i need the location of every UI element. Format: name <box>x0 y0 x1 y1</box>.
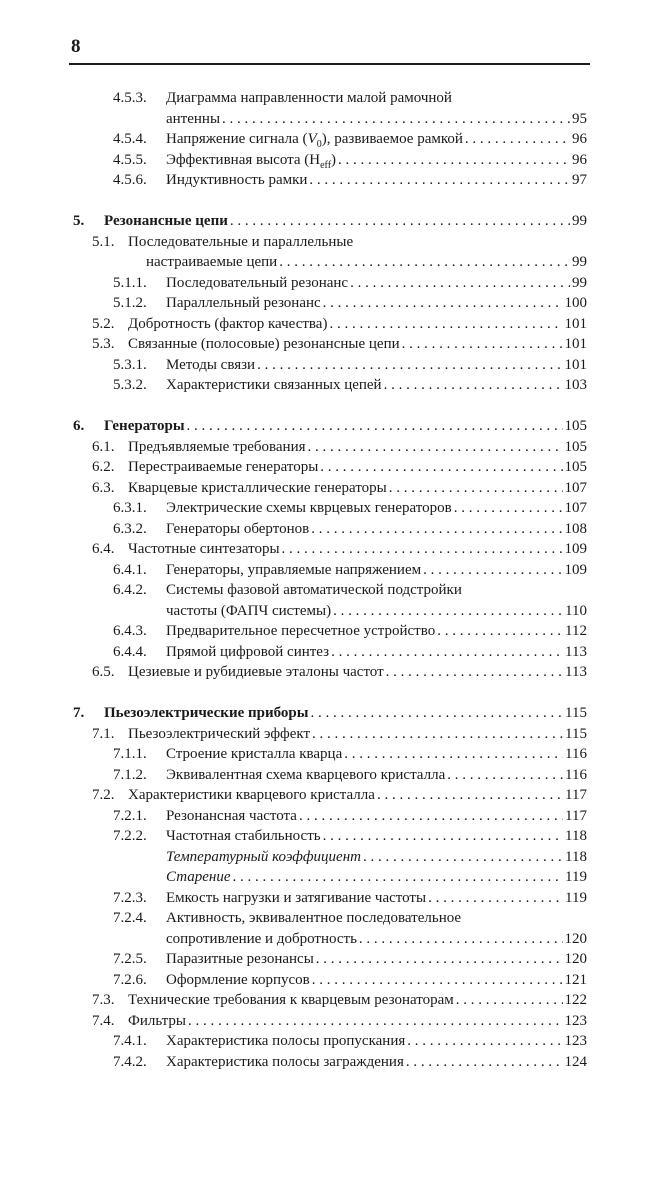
leader-dots <box>320 457 562 478</box>
entry-title: Индуктивность рамки <box>166 172 308 188</box>
toc-entry-5 <box>0 211 587 232</box>
leader-dots <box>299 806 563 827</box>
leader-dots <box>437 621 563 642</box>
entry-number: 7.1.1. <box>113 746 147 762</box>
entry-page: 95 <box>572 110 587 127</box>
leader-dots <box>428 888 563 909</box>
entry-title: Предъявляемые требования <box>128 438 306 455</box>
toc-entry-7-2-4 <box>0 908 587 929</box>
leader-dots <box>282 539 563 560</box>
toc-entry-7-2-2-aging <box>0 867 587 888</box>
leader-dots <box>389 478 563 499</box>
entry-number: 6. <box>73 418 85 434</box>
toc-entry-6-4-1 <box>0 560 587 581</box>
entry-title: частоты (ФАПЧ системы) <box>166 602 332 619</box>
entry-title: Добротность (фактор качества) <box>128 315 328 332</box>
entry-page: 117 <box>565 807 587 824</box>
toc-entry-6-2 <box>0 457 587 478</box>
leader-dots <box>377 785 563 806</box>
leader-dots <box>233 867 564 888</box>
toc-entry-7-2-2 <box>0 826 587 847</box>
page-number: 8 <box>71 36 81 57</box>
entry-number: 7.1.2. <box>113 766 147 783</box>
entry-page: 107 <box>564 500 587 516</box>
entry-title: Технические требования к кварцевым резонаторам <box>128 992 454 1008</box>
entry-title: Строение кристалла кварца <box>166 746 343 762</box>
entry-number: 5.3.1. <box>113 356 147 373</box>
entry-number: 7.1. <box>92 725 115 742</box>
entry-number: 5.2. <box>92 315 115 332</box>
leader-dots <box>333 601 563 622</box>
entry-title: Диаграмма направленности малой рамочной <box>166 90 452 106</box>
entry-number: 7.2.3. <box>113 889 147 906</box>
toc-entry-5-1 <box>0 232 587 253</box>
entry-title: Частотная стабильность <box>166 828 321 844</box>
toc-entry-6-4-4 <box>0 642 587 663</box>
entry-page: 116 <box>565 746 587 762</box>
entry-number: 7.2.2. <box>113 828 147 844</box>
entry-title: Кварцевые кристаллические генераторы <box>128 479 387 496</box>
entry-title: настраиваемые цепи <box>146 254 278 270</box>
leader-dots <box>257 355 562 376</box>
entry-title: Резонансные цепи <box>104 213 228 229</box>
toc-entry-7 <box>0 703 587 724</box>
entry-title: Последовательные и параллельные <box>128 233 354 250</box>
entry-title: Напряжение сигнала $(V_0)$, развиваемое рамкой <box>166 131 463 150</box>
entry-title: Пьезоэлектрический эффект <box>128 725 311 742</box>
toc-entry-6-3-1 <box>0 498 587 519</box>
entry-page: 99 <box>572 274 587 291</box>
toc-entry-6-5 <box>0 662 587 683</box>
entry-title: Характеристика полосы заграждения <box>166 1053 404 1070</box>
toc-entry-5-1-2 <box>0 293 587 314</box>
leader-dots <box>454 498 563 519</box>
entry-title: Температурный коэффициент <box>166 848 361 865</box>
entry-page: 101 <box>564 336 587 352</box>
leader-dots <box>402 334 563 355</box>
entry-number: 6.4.2. <box>113 582 147 598</box>
entry-page: 99 <box>572 213 587 229</box>
entry-title: Цезиевые и рубидиевые эталоны частот <box>128 664 384 680</box>
entry-title: Характеристики связанных цепей <box>166 377 382 393</box>
entry-page: 105 <box>564 418 587 434</box>
table-of-contents <box>0 88 650 1072</box>
entry-number: 5. <box>73 213 85 229</box>
entry-page: 119 <box>565 889 587 906</box>
leader-dots <box>465 129 570 150</box>
toc-entry-6-4-2 <box>0 580 587 601</box>
entry-number: 6.3. <box>92 479 115 496</box>
entry-number: 5.3. <box>92 336 115 352</box>
toc-entry-7-3 <box>0 990 587 1011</box>
leader-dots <box>359 929 563 950</box>
entry-title: Старение <box>166 869 231 885</box>
entry-number: 6.3.2. <box>113 520 147 537</box>
entry-page: 99 <box>572 254 587 270</box>
leader-dots <box>329 314 562 335</box>
entry-page: 109 <box>564 541 587 557</box>
leader-dots <box>456 990 563 1011</box>
entry-page: 113 <box>565 664 587 680</box>
entry-title: Перестраиваемые генераторы <box>128 459 319 475</box>
entry-number: 5.1.2. <box>113 295 147 311</box>
entry-title: Предварительное пересчетное устройство <box>166 623 436 639</box>
entry-title: Фильтры <box>128 1012 186 1029</box>
entry-page: 123 <box>564 1033 587 1049</box>
entry-page: 124 <box>564 1053 587 1070</box>
leader-dots <box>308 437 563 458</box>
entry-number: 4.5.3. <box>113 90 147 106</box>
entry-page: 103 <box>564 377 587 393</box>
entry-page: 96 <box>572 151 587 168</box>
toc-entry-4-5-5 <box>0 150 587 171</box>
toc-entry-4-5-3 <box>0 88 587 109</box>
leader-dots <box>323 293 563 314</box>
entry-title: Оформление корпусов <box>166 971 310 988</box>
toc-entry-6-4-2-cont <box>0 601 587 622</box>
toc-entry-7-2-5 <box>0 949 587 970</box>
entry-number: 7.2.4. <box>113 910 147 926</box>
entry-title: Методы связи <box>166 356 256 373</box>
leader-dots <box>386 662 563 683</box>
entry-page: 113 <box>565 643 587 660</box>
entry-page: 118 <box>565 848 587 865</box>
entry-number: 6.5. <box>92 664 115 680</box>
entry-title: Эквивалентная схема кварцевого кристалла <box>166 766 446 783</box>
leader-dots <box>310 703 563 724</box>
entry-page: 115 <box>565 705 587 721</box>
entry-page: 119 <box>565 869 587 885</box>
toc-entry-7-4 <box>0 1011 587 1032</box>
entry-page: 115 <box>565 725 587 742</box>
leader-dots <box>312 970 563 991</box>
leader-dots <box>222 109 570 130</box>
entry-number: 7.4. <box>92 1012 115 1029</box>
leader-dots <box>309 170 570 191</box>
entry-number: 7. <box>73 705 85 721</box>
entry-title: Прямой цифровой синтез <box>166 643 330 660</box>
entry-number: 6.2. <box>92 459 115 475</box>
entry-number: 6.4.3. <box>113 623 147 639</box>
toc-entry-7-1-2 <box>0 765 587 786</box>
entry-number: 6.1. <box>92 438 115 455</box>
leader-dots <box>323 826 563 847</box>
leader-dots <box>188 1011 563 1032</box>
entry-title: Последовательный резонанс <box>166 274 349 291</box>
entry-number: 7.2.1. <box>113 807 147 824</box>
entry-number: 6.4. <box>92 541 115 557</box>
leader-dots <box>406 1052 563 1073</box>
entry-number: 4.5.6. <box>113 172 147 188</box>
entry-number: 6.4.4. <box>113 643 147 660</box>
toc-entry-4-5-6 <box>0 170 587 191</box>
entry-page: 97 <box>572 172 587 188</box>
leader-dots <box>407 1031 562 1052</box>
entry-page: 101 <box>564 356 587 373</box>
leader-dots <box>279 252 570 273</box>
leader-dots <box>312 724 563 745</box>
entry-page: 105 <box>564 438 587 455</box>
entry-number: 4.5.5. <box>113 151 147 168</box>
entry-title: Емкость нагрузки и затягивание частоты <box>166 889 427 906</box>
entry-page: 116 <box>565 766 587 783</box>
toc-entry-7-2-1 <box>0 806 587 827</box>
toc-entry-4-5-3-cont <box>0 109 587 130</box>
entry-page: 107 <box>564 479 587 496</box>
entry-page: 122 <box>564 992 587 1008</box>
entry-page: 96 <box>572 131 587 147</box>
toc-entry-5-1-1 <box>0 273 587 294</box>
entry-number: 7.2.6. <box>113 971 147 988</box>
entry-number: 5.3.2. <box>113 377 147 393</box>
leader-dots <box>363 847 563 868</box>
entry-page: 118 <box>565 828 587 844</box>
entry-title: Резонансная частота <box>166 807 297 824</box>
leader-dots <box>338 150 570 171</box>
toc-entry-7-2-6 <box>0 970 587 991</box>
toc-entry-4-5-4 <box>0 129 587 150</box>
leader-dots <box>447 765 563 786</box>
toc-entry-5-2 <box>0 314 587 335</box>
leader-dots <box>187 416 563 437</box>
toc-entry-6 <box>0 416 587 437</box>
leader-dots <box>331 642 563 663</box>
entry-number: 5.1. <box>92 233 115 250</box>
toc-entry-7-4-1 <box>0 1031 587 1052</box>
leader-dots <box>344 744 563 765</box>
entry-title: Паразитные резонансы <box>166 951 314 967</box>
entry-number: 7.2. <box>92 787 115 803</box>
entry-title: Частотные синтезаторы <box>128 541 280 557</box>
entry-page: 108 <box>564 520 587 537</box>
entry-page: 120 <box>564 951 587 967</box>
leader-dots <box>350 273 570 294</box>
entry-page: 110 <box>565 602 587 619</box>
toc-entry-5-3-2 <box>0 375 587 396</box>
entry-page: 123 <box>564 1012 587 1029</box>
entry-number: 5.1.1. <box>113 274 147 291</box>
entry-title: Характеристика полосы пропускания <box>166 1033 406 1049</box>
entry-number: 7.2.5. <box>113 951 147 967</box>
entry-title: антенны <box>166 110 221 127</box>
entry-page: 100 <box>564 295 587 311</box>
entry-number: 7.3. <box>92 992 115 1008</box>
entry-page: 112 <box>565 623 587 639</box>
leader-dots <box>316 949 563 970</box>
entry-page: 101 <box>564 315 587 332</box>
toc-entry-7-1-1 <box>0 744 587 765</box>
entry-page: 120 <box>564 930 587 947</box>
toc-entry-7-2-2-temp <box>0 847 587 868</box>
entry-number: 6.4.1. <box>113 561 147 578</box>
toc-entry-7-2 <box>0 785 587 806</box>
entry-title: Характеристики кварцевого кристалла <box>128 787 375 803</box>
entry-title: Электрические схемы кврцевых генераторов <box>166 500 452 516</box>
entry-title: Связанные (полосовые) резонансные цепи <box>128 336 400 352</box>
toc-entry-5-3-1 <box>0 355 587 376</box>
entry-number: 7.4.1. <box>113 1033 147 1049</box>
toc-entry-5-3 <box>0 334 587 355</box>
toc-entry-7-2-3 <box>0 888 587 909</box>
toc-entry-5-1-cont <box>0 252 587 273</box>
entry-title: Генераторы, управляемые напряжением <box>166 561 422 578</box>
leader-dots <box>311 519 562 540</box>
entry-title: Параллельный резонанс <box>166 295 321 311</box>
entry-title: Пьезоэлектрические приборы <box>104 705 309 721</box>
toc-entry-7-4-2 <box>0 1052 587 1073</box>
toc-entry-6-1 <box>0 437 587 458</box>
entry-title: сопротивление и добротность <box>166 930 357 947</box>
leader-dots <box>384 375 563 396</box>
toc-entry-6-3 <box>0 478 587 499</box>
header-rule <box>69 63 590 65</box>
toc-entry-6-4-3 <box>0 621 587 642</box>
toc-entry-6-3-2 <box>0 519 587 540</box>
entry-title: Генераторы <box>104 418 185 434</box>
entry-title: Системы фазовой автоматической подстройки <box>166 582 462 598</box>
leader-dots <box>423 560 562 581</box>
entry-title: Активность, эквивалентное последовательное <box>166 910 462 926</box>
entry-page: 117 <box>565 787 587 803</box>
entry-title: Эффективная высота $(H_{eff})$ <box>166 151 337 171</box>
entry-number: 7.4.2. <box>113 1053 147 1070</box>
entry-page: 109 <box>564 561 587 578</box>
leader-dots <box>230 211 570 232</box>
toc-entry-6-4 <box>0 539 587 560</box>
toc-entry-7-1 <box>0 724 587 745</box>
entry-page: 121 <box>564 971 587 988</box>
entry-number: 4.5.4. <box>113 131 147 147</box>
toc-entry-7-2-4-cont <box>0 929 587 950</box>
entry-number: 6.3.1. <box>113 500 147 516</box>
entry-page: 105 <box>564 459 587 475</box>
entry-title: Генераторы обертонов <box>166 520 310 537</box>
